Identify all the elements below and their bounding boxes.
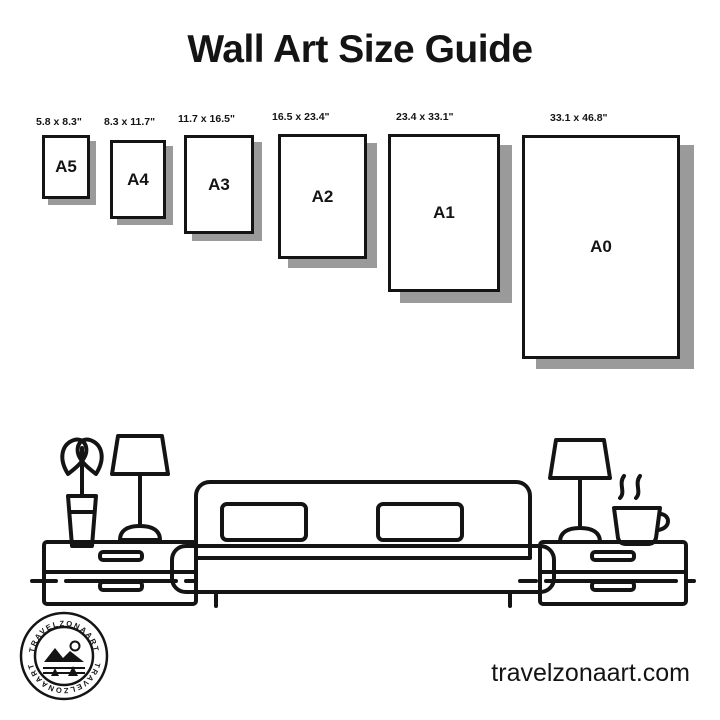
frame-dimension-label-a5: 5.8 x 8.3" — [36, 116, 82, 128]
logo-arc-text-bottom: TRAVELZONAART — [25, 661, 103, 696]
svg-text:TRAVELZONAART — [27, 619, 101, 653]
frame-box-a2[interactable] — [278, 134, 367, 259]
frame-box-a3[interactable] — [184, 135, 254, 234]
left-table-lamp — [112, 436, 168, 540]
frame-box-a4[interactable] — [110, 140, 166, 219]
frame-group-a0 — [516, 110, 696, 390]
frame-group-a1 — [382, 110, 512, 325]
frame-box-a1[interactable] — [388, 134, 500, 292]
footer-website-url[interactable]: travelzonaart.com — [491, 659, 690, 687]
frame-label-a2: A2 — [311, 186, 334, 206]
potted-plant — [62, 439, 101, 546]
bed — [172, 482, 554, 606]
frame-dimension-label-a1: 23.4 x 33.1" — [396, 111, 454, 123]
right-nightstand — [540, 542, 686, 604]
frame-group-a3 — [178, 110, 268, 255]
frame-label-a3: A3 — [208, 174, 230, 194]
bedroom-scene — [0, 378, 720, 608]
brand-logo[interactable] — [18, 610, 110, 702]
frame-size-row — [0, 110, 720, 400]
frame-group-a2 — [272, 110, 377, 285]
frame-dimension-label-a2: 16.5 x 23.4" — [272, 111, 330, 123]
frame-label-a4: A4 — [127, 169, 149, 189]
frame-box-a0[interactable] — [522, 135, 680, 359]
frame-dimension-label-a0: 33.1 x 46.8" — [550, 112, 608, 124]
logo-arc-text-top: TRAVELZONAART — [27, 618, 101, 654]
frame-label-a5: A5 — [55, 157, 77, 176]
frame-label-a0: A0 — [590, 237, 612, 256]
frame-label-a1: A1 — [433, 203, 455, 222]
frame-group-a5 — [36, 116, 98, 206]
bedroom-illustration — [0, 378, 720, 608]
frame-dimension-label-a4: 8.3 x 11.7" — [104, 116, 156, 128]
frame-dimension-label-a3: 11.7 x 16.5" — [178, 113, 235, 125]
right-table-lamp — [550, 440, 610, 542]
frame-group-a4 — [104, 116, 176, 226]
logo-badge-icon — [18, 610, 110, 702]
coffee-cup — [614, 476, 668, 544]
page-title: Wall Art Size Guide — [187, 28, 533, 71]
frame-box-a5[interactable] — [42, 135, 90, 199]
